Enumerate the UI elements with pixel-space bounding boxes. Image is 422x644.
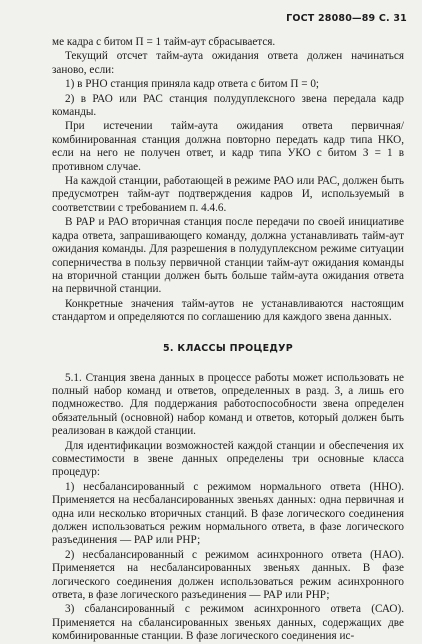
page-header: ГОСТ 28080—89 С. 31 xyxy=(286,13,407,24)
paragraph: На каждой станции, работающей в режиме РАО или РАС, должен быть предусмотрен тайм-аут подтверждения кадров И, используемый в соответствии с требованием п. 4.4.6. xyxy=(52,175,404,214)
paragraph: При истечении тайм-аута ожидания ответа первичная/комбинированная станция должна повторно передать кадр типа НКО, если на него не получен ответ, и кадр типа УКО с битом З = 1 в противном случае. xyxy=(52,120,404,173)
paragraph: Конкретные значения тайм-аутов не устанавливаются настоящим стандартом и определяются по соглашению для каждого звена данных. xyxy=(52,297,404,324)
paragraph: Текущий отсчет тайм-аута ожидания ответа должен начинаться заново, если: xyxy=(52,50,404,76)
list-item: 2) несбалансированный с режимом асинхронного ответа (НАО). Применяется на несбалансированных звеньях данных. В фазе логического соединения должен использоваться режим асинхронного ответа, в фазе логического разъединения — РАР или РНР; xyxy=(52,548,404,602)
paragraph: ме кадра с битом П = 1 тайм-аут сбрасывается. xyxy=(52,36,276,48)
list-item: 3) сбалансированный с режимом асинхронного ответа (САО). Применяется на сбалансированных звеньях данных, содержащих две комбинированные станции. В фазе логического соединения ис- xyxy=(52,603,404,643)
list-item: 1) несбалансированный с режимом нормального ответа (ННО). Применяется на несбалансированных звеньях данных: одна первичная и одна или несколько вторичных станций. В фазе логического соединения должен использоваться режим нормального ответа, в фазе логического разъединения — РАР или РНР; xyxy=(52,480,404,547)
section-heading: 5. КЛАССЫ ПРОЦЕДУР xyxy=(162,342,294,354)
page-content xyxy=(52,36,404,644)
paragraph: Для идентификации возможностей каждой станции и обеспечения их совместимости в звене данных определены три основные класса процедур: xyxy=(52,439,404,479)
list-item: 2) в РАО или РАС станция полудуплексного звена передала кадр команды. xyxy=(52,92,404,119)
list-item: 1) в РНО станция приняла кадр ответа с битом П = 0; xyxy=(65,78,320,91)
paragraph: 5.1. Станция звена данных в процессе работы может использовать не полный набор команд и ответов, определенных в разд. 3, а лишь его подмножество. Для поддержания работоспособности звена определен обязательный (основной) набор команд и ответов, который должен быть реализован в каждой станции. xyxy=(52,371,404,438)
paragraph: В РАР и РАО вторичная станция после передачи по своей инициативе кадра ответа, запрашивающего команду, должна устанавливать тайм-аут ожидания команды. Для разрешения в полудуплексном режиме ситуации соперничества в пользу первичной станции тайм-аут ожидания команды на вторичной станции должен быть больше тайм-аута ожидания ответа на первичной станции. xyxy=(52,216,404,296)
